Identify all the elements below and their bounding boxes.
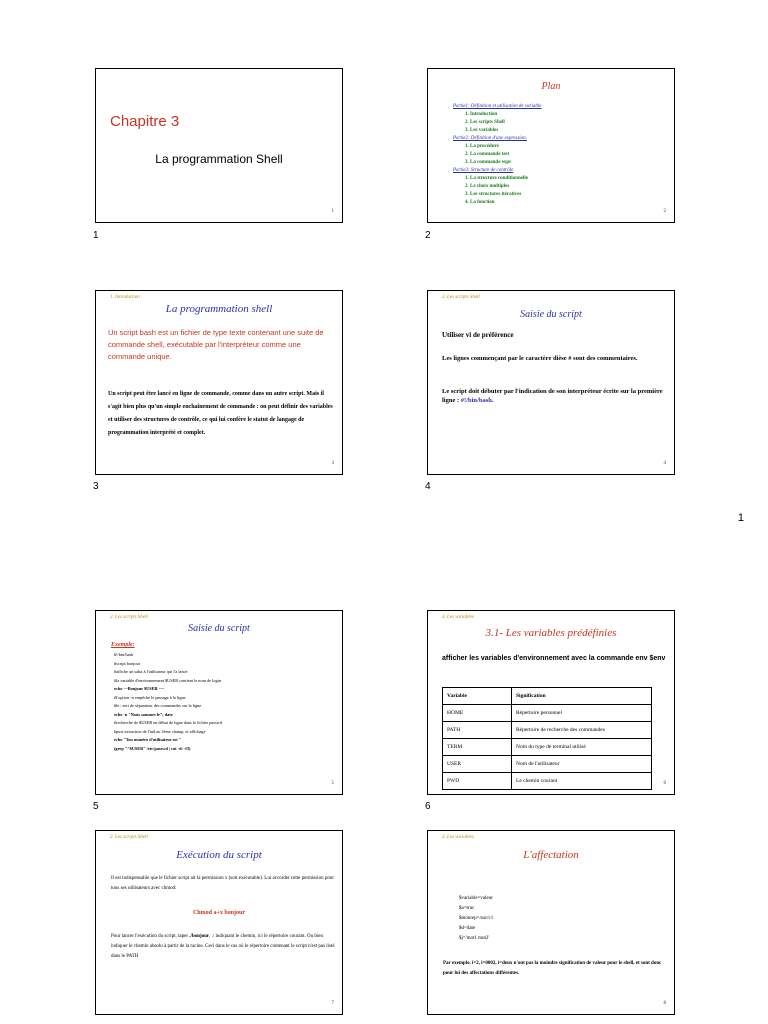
script-listing (114, 651, 339, 753)
plan-list (453, 103, 673, 207)
plan-part-heading: Partie3: Structure de contrôle (453, 168, 514, 173)
code-line: $j='mot1 mot2' (459, 936, 490, 941)
code-line: $a=truc (459, 906, 475, 911)
slide-label: 5 (93, 801, 99, 812)
slide-header: 3. Les variables (442, 615, 474, 620)
slide-number: 3 (331, 461, 334, 466)
slide-title: Saisie du script (188, 623, 250, 634)
text-line: Utiliser vi de préférence (442, 331, 514, 339)
table-row (443, 773, 652, 790)
launch-command: ./bonjour (189, 934, 210, 939)
slide-title: La programmation shell (165, 303, 273, 315)
slide-number: 5 (331, 781, 334, 786)
table-row (443, 705, 652, 722)
plan-item: 1. Introduction (465, 112, 498, 117)
slide-4 (427, 290, 675, 475)
slide-label: 3 (93, 481, 99, 492)
text-line: Les lignes commençant par le caractère dièse # sont des commentaires. (442, 355, 638, 362)
code-line: #le ; sert de séparateur des commandes sur la ligne (114, 703, 202, 708)
table-cell: USER (443, 756, 512, 773)
slide-title: 3.1- Les variables prédéfinies (485, 627, 617, 639)
slide-number: 8 (663, 1001, 666, 1006)
slide-label: 2 (425, 230, 431, 241)
slide-label: 1 (93, 230, 99, 241)
plan-part-heading: Partie1: Définition et utilisation de variable (453, 104, 542, 109)
slide-title: Saisie du script (520, 309, 582, 320)
shebang-code: #!/bin/bash. (460, 397, 494, 404)
shebang-intro: Le script doit débuter par l'indication de son interpréteur écrite sur la première ligne : (442, 388, 663, 404)
code-line: $monrep=/usr/c1 (459, 916, 494, 921)
slide-3 (95, 290, 343, 475)
table-header: Variable (443, 688, 512, 705)
table-cell: Le chemin courant (512, 773, 652, 790)
chmod-command: Chmod a+x bonjour (192, 910, 246, 916)
slide-subtitle: La programmation Shell (155, 152, 283, 166)
slide-title: L'affectation (523, 849, 579, 861)
slide-header: 3. Les variables (442, 835, 474, 840)
code-line: #recherche de $USER en début de ligne dans le fichier passwd (114, 720, 222, 725)
slide-header: 2. Les scripts Shell (110, 615, 148, 620)
code-line: #la variable d'environnement $USER contient le nom de login (114, 677, 221, 683)
table-cell: PWD (443, 773, 512, 790)
plan-part-heading: Partie2: Définition d'une expression. (453, 136, 527, 141)
plan-item: 3. Les variables (465, 128, 499, 133)
page-number: 1 (737, 512, 744, 524)
table-cell: PATH (443, 722, 512, 739)
launch-text: , ./ indiquant le chemin, ici le répertoire courant. Ou bien indiquer le chemin absolu à partir de la racine. Ceci dans le cas où le répertoire contenant le script n'est pas listé dans le PATH (111, 934, 335, 959)
slide-2 (427, 68, 675, 223)
text-line (442, 387, 666, 405)
plan-item: 3. La commande expr (465, 160, 512, 165)
code-line: $d=date (459, 926, 476, 931)
table-row (443, 756, 652, 773)
code-line: echo -n "Nous sommes le"; date (114, 711, 173, 717)
slide-label: 4 (425, 481, 431, 492)
slide-7 (95, 830, 343, 1015)
slide-number: 1 (331, 209, 334, 214)
plan-item: 1. La procédure (465, 144, 499, 149)
code-line: echo ---Bonjour $USER ---- (114, 686, 165, 691)
slide-number: 6 (663, 781, 666, 786)
slide-label: 6 (425, 801, 431, 812)
code-line: #affiche un salut à l'utilisateur qui l'a lancé (114, 669, 188, 674)
assignment-list (459, 894, 659, 944)
slide-5 (95, 610, 343, 795)
launch-text: Pour lancer l'exécution du script, taper (111, 934, 190, 939)
permission-paragraph: Il est indispensable que le fichier script ait la permission x (soit exécutable). Lui accorder cette permission pour tous ses utilisateurs avec chmod: (111, 876, 334, 891)
intro-paragraph: Un script bash est un fichier de type texte contenant une suite de commande shell, exécutable par l'interpréteur comme une commande unique. (108, 328, 324, 361)
plan-item: 1. La structure conditionnelle (465, 176, 528, 181)
table-cell: HOME (443, 705, 512, 722)
code-line: echo "Ton numéro d'utilisateur est " (114, 737, 182, 742)
code-line: #!/bin/bash (114, 652, 134, 657)
plan-item: 2. Le choix multiples (465, 184, 510, 189)
slide-number: 7 (331, 1001, 334, 1006)
slide-title: Plan (541, 81, 561, 92)
code-line: $variable=valeur (459, 896, 493, 901)
code-line: #puis extraction de l'uid au 3ème champ, et affichage (114, 728, 206, 734)
variables-table (442, 687, 652, 790)
slide-title: Exécution du script (176, 849, 262, 861)
slide-number: 4 (663, 461, 666, 466)
slide-header: 2. Les scripts Shell (442, 295, 480, 300)
slide-number: 2 (663, 209, 666, 214)
code-line: #script bonjour (114, 660, 141, 666)
code-line: #l'option -n empêche le passage à la ligne (114, 694, 186, 700)
slide-8 (427, 830, 675, 1015)
slide-1 (95, 68, 343, 223)
table-cell: Nom de l'utilisateur (512, 756, 652, 773)
example-note: Par exemple, i=2, i=0002, i=deux n'ont pas la moindre signification de valeur pour le shell, et sont donc pour lui des affectations différentes. (443, 961, 662, 976)
plan-item: 3. Les structures itératives (465, 192, 522, 197)
plan-item: 4. La fonction (465, 200, 495, 205)
detail-paragraph: Un script peut être lancé en ligne de commande, comme dans un autre script. Mais il s'agit bien plus qu'un simple enchaînement de commande : on peut définir des variables et utiliser des structures de contrôle, ce qui lui confère le statut de langage de programmation interprété et complet. (108, 391, 333, 436)
table-cell: TERM (443, 739, 512, 756)
table-cell: Répertoire de recherche des commandes (512, 722, 652, 739)
table-cell: Répertoire personnel (512, 705, 652, 722)
plan-item: 2. Les scripts Shell (465, 120, 505, 125)
slide-header: 2. Les scripts Shell (110, 835, 148, 840)
slide-6 (427, 610, 675, 795)
slide-title: Chapitre 3 (110, 113, 180, 130)
table-row (443, 739, 652, 756)
example-label: Exemple: (111, 642, 135, 648)
table-row (443, 722, 652, 739)
launch-paragraph (111, 932, 336, 962)
slide-header: 1. Introduction (110, 295, 140, 300)
intro-text: afficher les variables d'environnement avec la commande env $env (442, 655, 666, 662)
plan-item: 2. La commande test (465, 152, 510, 157)
code-line: (grep "^$USER" /etc/passwd | cut -d: -f3) (114, 745, 191, 751)
table-cell: Nom du type de terminal utilisé (512, 739, 652, 756)
table-header: Signification (512, 688, 652, 705)
